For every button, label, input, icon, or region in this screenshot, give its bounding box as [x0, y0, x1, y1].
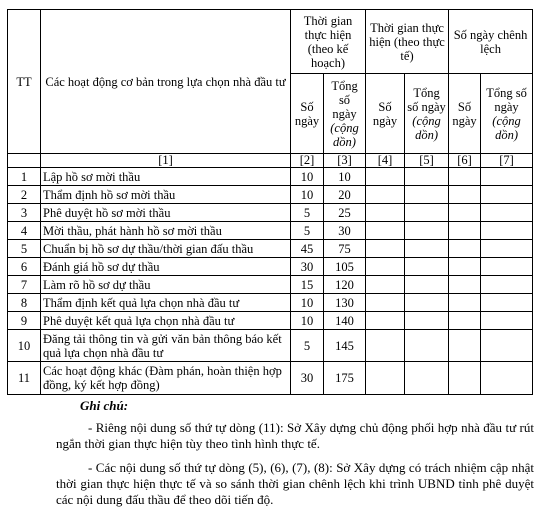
row-actual-total	[405, 186, 449, 204]
row-activity: Mời thầu, phát hành hồ sơ mời thầu	[41, 222, 291, 240]
row-total: 20	[324, 186, 366, 204]
row-diff-total	[481, 186, 533, 204]
row-activity: Phê duyệt kết quả lựa chọn nhà đầu tư	[41, 312, 291, 330]
row-actual-days	[366, 294, 405, 312]
table-row	[8, 186, 533, 204]
row-actual-total	[405, 240, 449, 258]
header-diff: Số ngày chênh lệch	[449, 10, 533, 74]
row-activity: Đăng tải thông tin và gửi văn bản thông báo kết quả lựa chọn nhà đầu tư	[41, 330, 291, 362]
row-diff-total	[481, 362, 533, 395]
col-index: [5]	[405, 154, 449, 168]
row-tt: 2	[8, 186, 41, 204]
table-row	[8, 258, 533, 276]
row-actual-total	[405, 330, 449, 362]
row-diff-total	[481, 240, 533, 258]
row-diff-total	[481, 222, 533, 240]
row-actual-total	[405, 312, 449, 330]
row-actual-total	[405, 168, 449, 186]
row-actual-total	[405, 258, 449, 276]
row-diff-total	[481, 276, 533, 294]
row-activity: Phê duyệt hồ sơ mời thầu	[41, 204, 291, 222]
row-diff-days	[449, 294, 481, 312]
header-tt: TT	[8, 10, 41, 154]
header-activity: Các hoạt động cơ bản trong lựa chọn nhà đầu tư	[41, 10, 291, 154]
row-tt: 10	[8, 330, 41, 362]
row-diff-total	[481, 312, 533, 330]
table-row	[8, 362, 533, 395]
row-diff-days	[449, 330, 481, 362]
row-diff-total	[481, 294, 533, 312]
row-tt: 8	[8, 294, 41, 312]
row-days: 5	[291, 222, 324, 240]
table-row	[8, 294, 533, 312]
row-days: 30	[291, 258, 324, 276]
table-row	[8, 240, 533, 258]
row-actual-total	[405, 294, 449, 312]
row-days: 30	[291, 362, 324, 395]
row-total: 175	[324, 362, 366, 395]
row-actual-days	[366, 222, 405, 240]
row-total: 140	[324, 312, 366, 330]
row-actual-days	[366, 362, 405, 395]
row-actual-days	[366, 258, 405, 276]
col-index: [3]	[324, 154, 366, 168]
row-days: 10	[291, 186, 324, 204]
row-total: 25	[324, 204, 366, 222]
row-diff-days	[449, 222, 481, 240]
row-total: 10	[324, 168, 366, 186]
header-days-actual: Số ngày	[366, 74, 405, 154]
row-diff-total	[481, 330, 533, 362]
row-days: 10	[291, 312, 324, 330]
row-actual-total	[405, 204, 449, 222]
column-index-row	[8, 154, 533, 168]
row-actual-days	[366, 240, 405, 258]
row-activity: Thẩm định hồ sơ mời thầu	[41, 186, 291, 204]
row-actual-total	[405, 362, 449, 395]
row-diff-days	[449, 312, 481, 330]
row-tt: 5	[8, 240, 41, 258]
row-total: 30	[324, 222, 366, 240]
bidding-schedule-table	[7, 9, 533, 395]
row-diff-days	[449, 240, 481, 258]
row-diff-days	[449, 362, 481, 395]
row-actual-total	[405, 222, 449, 240]
row-total: 105	[324, 258, 366, 276]
row-tt: 1	[8, 168, 41, 186]
row-days: 10	[291, 294, 324, 312]
table-row	[8, 276, 533, 294]
header-actual: Thời gian thực hiện (theo thực tế)	[366, 10, 449, 74]
row-tt: 11	[8, 362, 41, 395]
row-actual-days	[366, 186, 405, 204]
table-row	[8, 312, 533, 330]
row-actual-days	[366, 204, 405, 222]
row-diff-days	[449, 186, 481, 204]
row-days: 5	[291, 204, 324, 222]
header-planned: Thời gian thực hiện (theo kế hoạch)	[291, 10, 366, 74]
header-total-diff: Tổng số ngày (cộng dồn)	[481, 74, 533, 154]
note-1: - Riêng nội dung số thứ tự dòng (11): Sở Xây dựng chủ động phối hợp nhà đầu tư rút ngắn thời gian thực hiện tùy theo tình hình thực tế.	[56, 420, 534, 451]
header-total-planned: Tổng số ngày (cộng dồn)	[324, 74, 366, 154]
header-days-diff: Số ngày	[449, 74, 481, 154]
row-actual-days	[366, 312, 405, 330]
col-index: [1]	[41, 154, 291, 168]
row-activity: Lập hồ sơ mời thầu	[41, 168, 291, 186]
row-diff-total	[481, 168, 533, 186]
row-diff-days	[449, 168, 481, 186]
row-diff-days	[449, 258, 481, 276]
row-actual-days	[366, 168, 405, 186]
row-days: 10	[291, 168, 324, 186]
col-index: [2]	[291, 154, 324, 168]
row-activity: Chuẩn bị hồ sơ dự thầu/thời gian đấu thầu	[41, 240, 291, 258]
row-tt: 9	[8, 312, 41, 330]
row-tt: 6	[8, 258, 41, 276]
row-activity: Đánh giá hồ sơ dự thầu	[41, 258, 291, 276]
table-row	[8, 204, 533, 222]
notes-title: Ghi chú:	[80, 398, 129, 413]
row-activity: Các hoạt động khác (Đàm phán, hoàn thiện hợp đồng, ký kết hợp đồng)	[41, 362, 291, 395]
table-row	[8, 168, 533, 186]
row-days: 45	[291, 240, 324, 258]
table-row	[8, 222, 533, 240]
row-actual-days	[366, 276, 405, 294]
row-diff-total	[481, 204, 533, 222]
row-activity: Làm rõ hồ sơ dự thầu	[41, 276, 291, 294]
row-diff-days	[449, 204, 481, 222]
col-index: [6]	[449, 154, 481, 168]
row-tt: 4	[8, 222, 41, 240]
header-days-planned: Số ngày	[291, 74, 324, 154]
row-total: 130	[324, 294, 366, 312]
row-actual-total	[405, 276, 449, 294]
col-index: [4]	[366, 154, 405, 168]
row-activity: Thẩm định kết quả lựa chọn nhà đầu tư	[41, 294, 291, 312]
row-tt: 7	[8, 276, 41, 294]
header-total-actual: Tổng số ngày (cộng dồn)	[405, 74, 449, 154]
row-days: 5	[291, 330, 324, 362]
row-diff-days	[449, 276, 481, 294]
row-actual-days	[366, 330, 405, 362]
row-total: 145	[324, 330, 366, 362]
row-diff-total	[481, 258, 533, 276]
table-row	[8, 330, 533, 362]
note-2: - Các nội dung số thứ tự dòng (5), (6), (7), (8): Sở Xây dựng có trách nhiệm cập nhật thời gian thực hiện thực tế và so sánh thời gian chênh lệch khi trình UBND tỉnh phê duyệt các nội dung đấu thầu để theo dõi tiến độ.	[56, 460, 534, 507]
row-days: 15	[291, 276, 324, 294]
row-total: 120	[324, 276, 366, 294]
row-tt: 3	[8, 204, 41, 222]
row-total: 75	[324, 240, 366, 258]
col-index	[8, 154, 41, 168]
col-index: [7]	[481, 154, 533, 168]
